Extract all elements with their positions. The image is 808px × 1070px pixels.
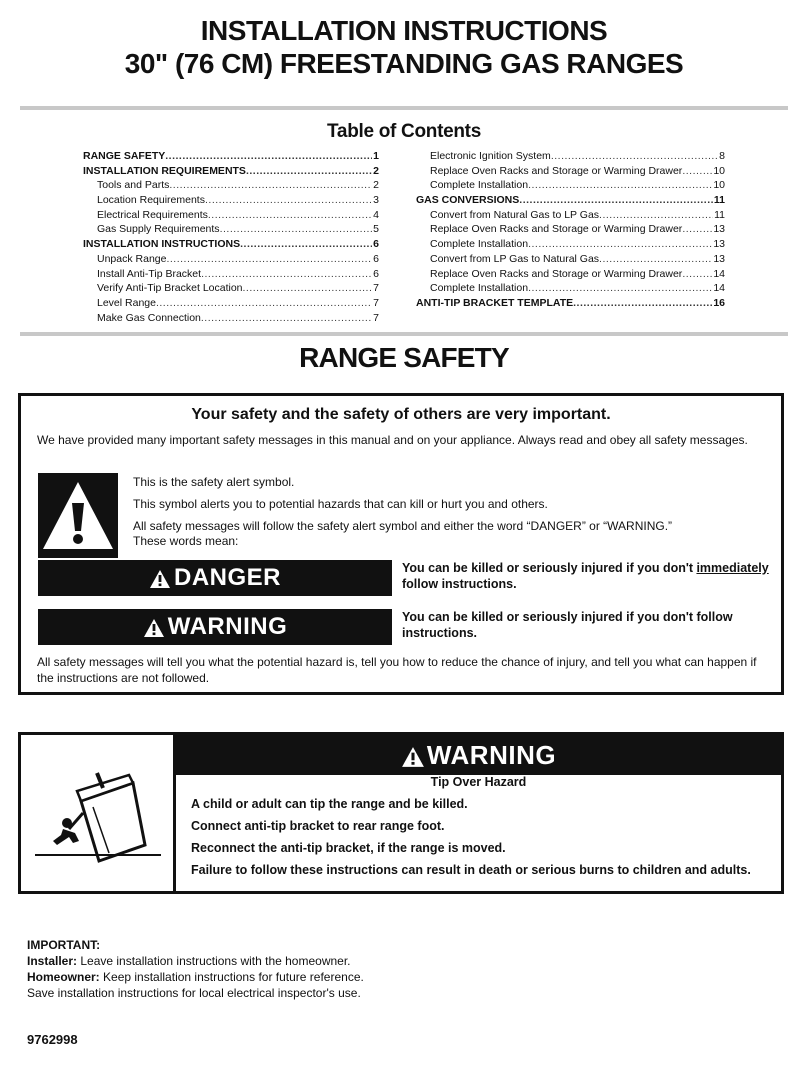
toc-entry-label: Complete Installation [430, 282, 529, 295]
toc-entry-label: Complete Installation [430, 179, 529, 192]
toc-entry[interactable] [83, 281, 379, 296]
toc-leader-dots [243, 281, 373, 296]
toc-entry[interactable] [83, 178, 379, 193]
toc-entry-label: Convert from Natural Gas to LP Gas [430, 208, 600, 221]
toc-heading: Table of Contents [327, 121, 481, 142]
tip-warning-signal-word [176, 735, 781, 775]
title-line-1: INSTALLATION INSTRUCTIONS [200, 15, 608, 46]
toc-leader-dots [201, 267, 372, 282]
toc-entry[interactable] [416, 281, 725, 296]
toc-entry[interactable] [416, 149, 725, 164]
toc-leader-dots [166, 252, 372, 267]
title-line-2: 30" (76 CM) FREESTANDING GAS RANGES [124, 48, 684, 79]
symbol-line-4: These words mean: [133, 534, 239, 548]
tip-warning-line: Failure to follow these instructions can result in death or serious burns to children and adults. [191, 863, 751, 877]
toc-entry-page: 7 [373, 282, 379, 295]
toc-entry-page: 14 [713, 282, 725, 295]
danger-description [402, 560, 782, 592]
toc-entry-label: RANGE SAFETY [83, 150, 166, 162]
toc-entry-label: Location Requirements [97, 194, 205, 207]
toc-entry[interactable] [83, 208, 379, 223]
toc-entry-label: Convert from LP Gas to Natural Gas [430, 252, 600, 265]
safety-intro: We have provided many important safety messages in this manual and on your appliance. Always read and obey all safety messages. [37, 433, 748, 447]
toc-entry[interactable] [416, 237, 725, 252]
toc-entry-label: Electrical Requirements [97, 208, 208, 221]
toc-leader-dots [240, 237, 372, 252]
toc-leader-dots [201, 311, 372, 326]
toc-entry[interactable] [83, 149, 379, 164]
toc-entry-page: 2 [373, 179, 379, 192]
toc-entry[interactable] [83, 193, 379, 208]
alert-triangle-icon [401, 746, 425, 768]
toc-leader-dots [573, 296, 712, 311]
danger-text-part2: follow instructions. [402, 577, 517, 591]
toc-entry-page: 3 [373, 194, 379, 207]
toc-leader-dots [528, 178, 712, 193]
toc-entry-page: 13 [713, 238, 725, 251]
document-title [0, 14, 808, 80]
toc-entry-page: 6 [373, 238, 379, 251]
safety-alert-symbol [38, 473, 118, 558]
alert-triangle-icon [38, 473, 118, 558]
tip-warning-label: WARNING [426, 740, 557, 770]
toc-entry-page: 7 [373, 296, 379, 309]
danger-text-part1: You can be killed or seriously injured if you don't [402, 561, 697, 575]
toc-entry[interactable] [83, 237, 379, 252]
toc-entry[interactable] [416, 267, 725, 282]
toc-entry-label: INSTALLATION INSTRUCTIONS [83, 238, 241, 251]
toc-entry-page: 14 [713, 267, 725, 280]
safety-footer: All safety messages will tell you what the potential hazard is, tell you how to reduce the chance of injury, and tell you what can happen if the instructions are not followed. [37, 655, 757, 685]
toc-entry-page: 11 [713, 194, 725, 207]
toc-leader-dots [246, 164, 372, 179]
danger-signal-word [38, 560, 392, 596]
installer-text: Leave installation instructions with the homeowner. [77, 954, 351, 968]
symbol-line-2: This symbol alerts you to potential hazards that can kill or hurt you and others. [133, 497, 548, 511]
toc-leader-dots [599, 208, 713, 223]
toc-entry[interactable] [416, 178, 725, 193]
danger-text-emphasis: immediately [696, 561, 769, 575]
toc-entry[interactable] [416, 193, 725, 208]
toc-entry[interactable] [83, 296, 379, 311]
toc-entry-label: Verify Anti-Tip Bracket Location [97, 282, 243, 295]
safety-message-box [18, 393, 784, 695]
tip-warning-line: A child or adult can tip the range and be killed. [191, 797, 468, 811]
alert-triangle-icon [149, 569, 171, 589]
tip-warning-line: Connect anti-tip bracket to rear range foot. [191, 819, 445, 833]
toc-entry-label: Complete Installation [430, 238, 529, 251]
homeowner-label: Homeowner: [27, 970, 100, 984]
toc-entry-page: 1 [373, 150, 379, 162]
toc-entry-label: Replace Oven Racks and Storage or Warming Drawer [430, 267, 683, 280]
toc-leader-dots [169, 178, 372, 193]
installer-label: Installer: [27, 954, 78, 968]
installer-note [27, 953, 351, 969]
toc-entry-page: 7 [373, 311, 379, 324]
toc-entry[interactable] [416, 252, 725, 267]
toc-entry-page: 10 [713, 179, 725, 192]
toc-right-column [416, 149, 725, 311]
homeowner-note [27, 969, 364, 985]
toc-entry-label: Gas Supply Requirements [97, 223, 220, 236]
toc-leader-dots [551, 149, 718, 164]
toc-entry[interactable] [83, 311, 379, 326]
toc-leader-dots [208, 208, 372, 223]
toc-entry-page: 13 [713, 252, 725, 265]
save-instructions-note: Save installation instructions for local electrical inspector's use. [27, 986, 361, 1000]
toc-leader-dots [528, 281, 712, 296]
toc-left-column [83, 149, 379, 325]
toc-entry-page: 8 [719, 150, 725, 162]
toc-leader-dots [165, 149, 372, 164]
toc-entry[interactable] [416, 164, 725, 179]
toc-leader-dots [205, 193, 372, 208]
tip-warning-line: Reconnect the anti-tip bracket, if the range is moved. [191, 841, 506, 855]
toc-entry-page: 16 [713, 296, 725, 309]
toc-entry-page: 11 [714, 208, 725, 221]
divider-top [20, 106, 788, 110]
toc-entry[interactable] [416, 296, 725, 311]
homeowner-text: Keep installation instructions for future reference. [99, 970, 364, 984]
document-number: 9762998 [27, 1032, 78, 1047]
section-title: RANGE SAFETY [299, 342, 509, 373]
toc-entry[interactable] [83, 222, 379, 237]
toc-leader-dots [682, 164, 712, 179]
toc-entry[interactable] [83, 164, 379, 179]
toc-leader-dots [682, 222, 712, 237]
toc-leader-dots [528, 237, 712, 252]
toc-leader-dots [682, 267, 712, 282]
toc-entry-page: 2 [373, 164, 379, 177]
toc-entry-label: Replace Oven Racks and Storage or Warming Drawer [430, 223, 683, 236]
toc-leader-dots [156, 296, 372, 311]
toc-entry-page: 6 [373, 267, 379, 280]
toc-entry-label: GAS CONVERSIONS [416, 194, 520, 207]
symbol-line-3: All safety messages will follow the safety alert symbol and either the word “DANGER” or “WARNING.” [133, 519, 673, 533]
safety-heading: Your safety and the safety of others are very important. [191, 406, 611, 423]
toc-leader-dots [220, 222, 373, 237]
alert-triangle-icon [143, 618, 165, 638]
symbol-line-1: This is the safety alert symbol. [133, 475, 295, 489]
toc-entry-label: Install Anti-Tip Bracket [97, 267, 202, 280]
toc-leader-dots [599, 252, 712, 267]
toc-entry[interactable] [83, 252, 379, 267]
toc-leader-dots [519, 193, 713, 208]
toc-entry-label: ANTI-TIP BRACKET TEMPLATE [416, 296, 574, 309]
toc-entry[interactable] [83, 267, 379, 282]
toc-entry-page: 4 [373, 208, 379, 221]
danger-label: DANGER [173, 564, 281, 591]
toc-entry-label: Electronic Ignition System [430, 150, 551, 162]
toc-entry-page: 6 [373, 252, 379, 265]
toc-entry-label: Unpack Range [97, 252, 167, 265]
tipping-range-illustration-icon [29, 763, 167, 863]
warning-label: WARNING [167, 613, 288, 640]
toc-entry-label: Make Gas Connection [97, 311, 201, 324]
toc-entry-label: Level Range [97, 296, 156, 309]
toc-entry-label: Replace Oven Racks and Storage or Warming Drawer [430, 164, 683, 177]
tip-over-warning-box [18, 732, 784, 894]
toc-entry-label: INSTALLATION REQUIREMENTS [83, 164, 246, 177]
divider-toc-bottom [20, 332, 788, 336]
toc-entry[interactable] [416, 222, 725, 237]
toc-entry-page: 13 [713, 223, 725, 236]
tip-warning-subtitle: Tip Over Hazard [430, 775, 527, 789]
toc-entry[interactable] [416, 208, 725, 223]
toc-entry-page: 5 [373, 223, 379, 236]
important-heading: IMPORTANT: [27, 938, 101, 952]
toc-entry-page: 10 [713, 164, 725, 177]
warning-description: You can be killed or seriously injured if you don't follow instructions. [402, 610, 733, 640]
toc-entry-label: Tools and Parts [97, 179, 170, 192]
warning-signal-word [38, 609, 392, 645]
